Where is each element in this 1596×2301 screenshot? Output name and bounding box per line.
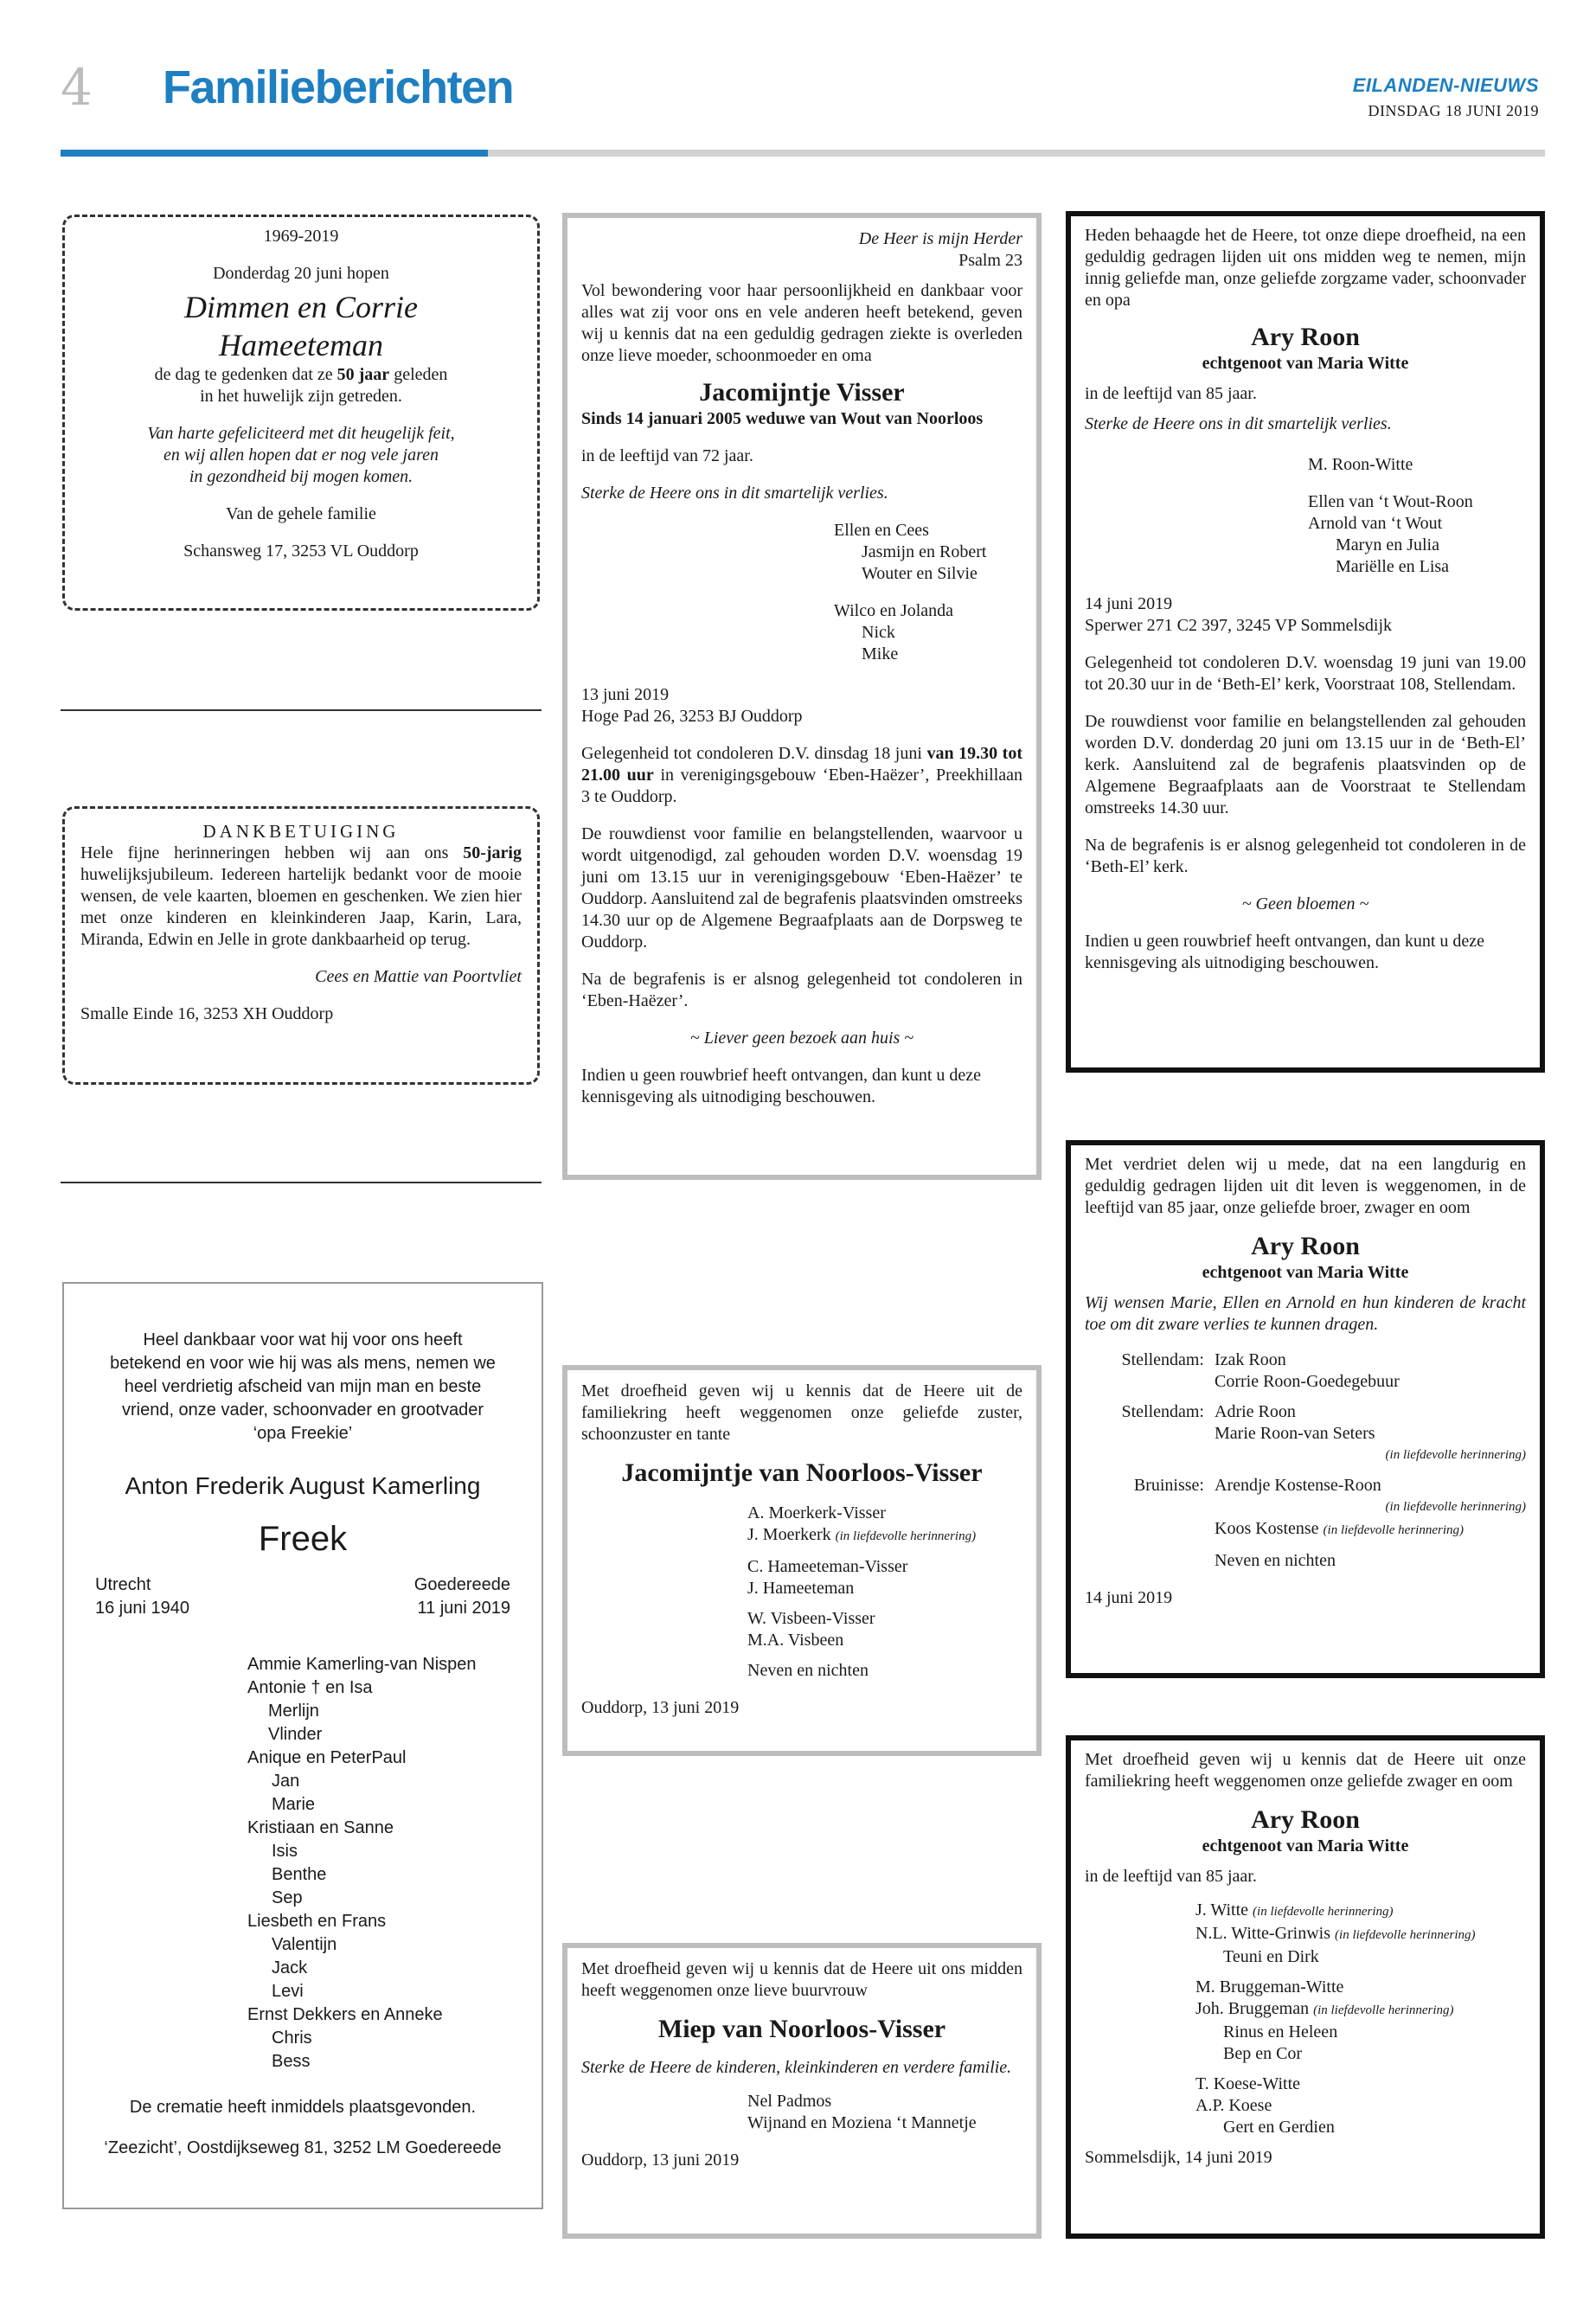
separator	[61, 1182, 542, 1183]
death-date: 11 juni 2019	[417, 1599, 510, 1618]
intro-5: ‘opa Freekie’	[253, 1424, 353, 1443]
family-member: Wouter en Silvie	[862, 564, 977, 583]
body: Hele fijne herinneringen hebben wij aan ons 50-jarig huwelijksjubileum. Iedereen hartelijk bedankt voor de mooie wensen, de vele kaarten, bloemen en geschenken. We zien hier met onze kinderen en kleinkinderen Jaap, Karin, Lara, Miranda, Edwin en Jelle in grote dankbaarheid op terug.	[80, 843, 522, 949]
family-member: Jasmijn en Robert	[862, 542, 987, 561]
family-member: Arnold van ‘t Wout	[1308, 514, 1443, 533]
intro: Met droefheid geven wij u kennis dat de Heere uit onze familiekring heeft weggenomen onze geliefde zwager en oom	[1085, 1750, 1526, 1791]
family-member: T. Koese-Witte	[1195, 2074, 1300, 2093]
family-member: Koos Kostense (in liefdevolle herinnering)	[1215, 1519, 1464, 1538]
family-member: Marie Roon-van Seters	[1215, 1424, 1375, 1443]
family-member: Levi	[272, 1982, 304, 2001]
wish-1: Van harte gefeliciteerd met dit heugelijk feit,	[147, 424, 455, 443]
service: De rouwdienst voor familie en belangstellenden zal gehouden worden D.V. donderdag 20 juni om 13.15 uur in de ‘Beth-El’ kerk. Aansluitend zal de begrafenis plaatsvinden op de Algemene Begraafplaats aan de Voorstraat te Stellendam omstreeks 14.30 uur.	[1085, 712, 1526, 817]
condolence: Gelegenheid tot condoleren D.V. woensdag 19 juni van 19.00 tot 20.30 uur in de ‘Beth-El’ kerk, Voorstraat 108, Stellendam.	[1085, 653, 1526, 694]
page-number: 4	[61, 58, 93, 117]
date: Sommelsdijk, 14 juni 2019	[1085, 2148, 1272, 2167]
family-member: Bep en Cor	[1223, 2044, 1303, 2063]
family-member: Liesbeth en Frans	[247, 1912, 387, 1931]
couple-name-2: Hameeteman	[219, 328, 383, 362]
text: de dag te gedenken dat ze 50 jaar geleden	[154, 365, 448, 384]
address: Schansweg 17, 3253 VL Ouddorp	[183, 542, 419, 561]
family-member: W. Visbeen-Visser	[747, 1609, 875, 1628]
deceased-name: Ary Roon	[1251, 1805, 1360, 1834]
prayer: Sterke de Heere de kinderen, kleinkinderen en verdere familie.	[581, 2058, 1012, 2077]
ad-dankbetuiging	[62, 806, 540, 1085]
ad-ary-roon-family	[1066, 211, 1545, 1073]
family-member: Bess	[272, 2052, 311, 2071]
place-label: Stellendam:	[1121, 1402, 1204, 1421]
intro-2: betekend en voor wie hij was als mens, nemen we	[110, 1354, 496, 1373]
verse: De Heer is mijn Herder	[858, 229, 1022, 248]
intro: Met verdriet delen wij u mede, dat na een langdurig en geduldig gedragen lijden uit dit leven is weggenomen, in de leeftijd van 85 jaar, onze geliefde broer, zwager en oom	[1085, 1155, 1526, 1217]
family-member: Neven en nichten	[747, 1661, 869, 1680]
address: ‘Zeezicht’, Oostdijkseweg 81, 3252 LM Goedereede	[104, 2138, 502, 2157]
memorial-note: (in liefdevolle herinnering)	[1385, 1500, 1526, 1514]
family-member: Mike	[862, 644, 899, 663]
family-member: Merlijn	[268, 1702, 319, 1721]
separator	[61, 709, 542, 711]
full-name: Anton Frederik August Kamerling	[125, 1472, 481, 1499]
ad-jacomijntje-van-noorloos	[562, 1365, 1042, 1756]
ad-freek-kamerling	[62, 1282, 543, 2209]
after-burial: Na de begrafenis is er alsnog gelegenheid tot condoleren in ‘Eben-Haëzer’.	[581, 970, 1022, 1010]
newspaper-logo: EILANDEN-NIEUWS	[1352, 74, 1539, 96]
family-member: Izak Roon	[1215, 1350, 1286, 1369]
family-member: Nick	[862, 623, 895, 642]
memorial-note: (in liefdevolle herinnering)	[1385, 1448, 1526, 1462]
date: 14 juni 2019	[1085, 1588, 1173, 1607]
family-member: Isis	[272, 1842, 298, 1861]
family-member: Marie	[272, 1795, 316, 1814]
family-member: M. Bruggeman-Witte	[1195, 1977, 1344, 1997]
birth-place: Utrecht	[95, 1575, 151, 1594]
death-place: Goedereede	[413, 1575, 510, 1594]
address: Hoge Pad 26, 3253 BJ Ouddorp	[581, 707, 803, 726]
family-member: Ammie Kamerling-van Nispen	[247, 1655, 477, 1674]
ad-anniversary-hameeteman	[62, 215, 540, 611]
wish: Wij wensen Marie, Ellen en Arnold en hun kinderen de kracht toe om dit zware verlies te kunnen dragen.	[1085, 1293, 1526, 1334]
subtitle: Sinds 14 januari 2005 weduwe van Wout van Noorloos	[581, 409, 984, 428]
family-member: J. Moerkerk (in liefdevolle herinnering)	[747, 1525, 977, 1544]
note: Indien u geen rouwbrief heeft ontvangen, dan kunt u deze kennisgeving als uitnodiging beschouwen.	[1085, 932, 1485, 972]
subtitle: echtgenoot van Maria Witte	[1202, 354, 1409, 373]
family-member: Teuni en Dirk	[1223, 1947, 1319, 1966]
family-member: Benthe	[272, 1865, 327, 1884]
intro: Met droefheid geven wij u kennis dat de Heere uit de familiekring heeft weggenomen onze geliefde zuster, schoonzuster en tante	[581, 1381, 1022, 1444]
from: Van de gehele familie	[226, 504, 376, 523]
family-member: C. Hameeteman-Visser	[747, 1557, 908, 1576]
verse-ref: Psalm 23	[958, 251, 1022, 270]
age: in de leeftijd van 85 jaar.	[1085, 384, 1257, 403]
date: Ouddorp, 13 juni 2019	[581, 2150, 740, 2170]
family-member: Ellen en Cees	[834, 521, 929, 540]
intro: Met droefheid geven wij u kennis dat de Heere uit ons midden heeft weggenomen onze lieve buurvrouw	[581, 1959, 1022, 2000]
subtitle: echtgenoot van Maria Witte	[1202, 1836, 1409, 1856]
family-member: Chris	[272, 2029, 312, 2048]
ad-ary-roon-siblings	[1066, 1140, 1545, 1678]
family-member: N.L. Witte-Grinwis (in liefdevolle herinnering)	[1195, 1924, 1476, 1943]
ad-miep-van-noorloos	[562, 1943, 1042, 2239]
birth-date: 16 juni 1940	[95, 1599, 189, 1618]
cremation-note: De crematie heeft inmiddels plaatsgevonden.	[129, 2098, 477, 2117]
intro: Donderdag 20 juni hopen	[213, 264, 389, 283]
intro-1: Heel dankbaar voor wat hij voor ons heeft	[143, 1330, 463, 1349]
header-rule-accent	[61, 150, 488, 157]
issue-date: DINSDAG 18 JUNI 2019	[1368, 102, 1539, 119]
address: Smalle Einde 16, 3253 XH Ouddorp	[80, 1004, 334, 1023]
deceased-name: Ary Roon	[1251, 1232, 1360, 1260]
age: in de leeftijd van 85 jaar.	[1085, 1867, 1257, 1886]
family-member: Antonie † en Isa	[247, 1678, 373, 1697]
family-member: Wilco en Jolanda	[834, 601, 954, 620]
family-member: M. Roon-Witte	[1308, 455, 1413, 474]
family-member: Gert en Gerdien	[1223, 2118, 1335, 2137]
family-member: Jack	[272, 1958, 308, 1977]
family-member: Vlinder	[268, 1725, 323, 1744]
deceased-name: Jacomijntje Visser	[699, 378, 905, 407]
family-member: Adrie Roon	[1215, 1402, 1296, 1421]
text-2: in het huwelijk zijn getreden.	[200, 387, 402, 406]
no-flowers: ~ Geen bloemen ~	[1241, 894, 1369, 913]
family-member: Kristiaan en Sanne	[247, 1818, 394, 1837]
ad-ary-roon-inlaws	[1066, 1735, 1545, 2239]
condolence: Gelegenheid tot condoleren D.V. dinsdag 18 juni van 19.30 tot 21.00 uur in verenigingsgebouw ‘Eben-Haëzer’, Preekhillaan 3 te Ouddorp.	[581, 744, 1023, 806]
place-label: Stellendam:	[1121, 1350, 1204, 1369]
couple-name-1: Dimmen en Corrie	[184, 290, 418, 324]
family-member: Ernst Dekkers en Anneke	[247, 2005, 443, 2024]
family-member: A. Moerkerk-Visser	[747, 1503, 886, 1522]
date: Ouddorp, 13 juni 2019	[581, 1698, 740, 1717]
family-member: A.P. Koese	[1195, 2096, 1272, 2115]
family-member: Corrie Roon-Goedegebuur	[1215, 1372, 1400, 1391]
family-member: Neven en nichten	[1215, 1551, 1336, 1570]
family-member: Nel Padmos	[747, 2092, 832, 2111]
deceased-name: Miep van Noorloos-Visser	[657, 2015, 946, 2043]
family-member: Sep	[272, 1888, 303, 1907]
no-visit: ~ Liever geen bezoek aan huis ~	[689, 1029, 914, 1048]
family-member: Rinus en Heleen	[1223, 2022, 1338, 2041]
ad-jacomijntje-visser	[562, 213, 1042, 1180]
subtitle: echtgenoot van Maria Witte	[1202, 1263, 1409, 1282]
family-member: J. Witte (in liefdevolle herinnering)	[1195, 1900, 1394, 1920]
intro-3: heel verdrietig afscheid van mijn man en beste	[124, 1377, 482, 1396]
place-label: Bruinisse:	[1133, 1476, 1204, 1495]
intro: Heden behaagde het de Heere, tot onze diepe droefheid, na een geduldig gedragen lijden uit ons midden weg te nemen, mijn innig geliefde man, onze geliefde zorgzame vader, schoonvader en opa	[1085, 226, 1526, 310]
family-member: J. Hameeteman	[747, 1579, 855, 1598]
family-member: Wijnand en Moziena ‘t Mannetje	[747, 2113, 977, 2132]
address: Sperwer 271 C2 397, 3245 VP Sommelsdijk	[1085, 616, 1393, 635]
signature: Cees en Mattie van Poortvliet	[315, 967, 522, 986]
family-member: Maryn en Julia	[1336, 535, 1439, 554]
note: Indien u geen rouwbrief heeft ontvangen, dan kunt u deze kennisgeving als uitnodiging beschouwen.	[581, 1066, 982, 1106]
date: 13 juni 2019	[581, 685, 670, 704]
deceased-name: Jacomijntje van Noorloos-Visser	[621, 1458, 983, 1487]
section-title: Familieberichten	[163, 61, 514, 113]
family-member: Joh. Bruggeman (in liefdevolle herinnering)	[1195, 1999, 1454, 2018]
wish-2: en wij allen hopen dat er nog vele jaren	[163, 445, 439, 465]
years: 1969-2019	[263, 227, 339, 246]
nickname: Freek	[258, 1520, 348, 1558]
family-member: Jan	[272, 1772, 300, 1791]
family-member: Arendje Kostense-Roon	[1215, 1476, 1381, 1495]
after-burial: Na de begrafenis is er alsnog gelegenheid tot condoleren in de ‘Beth-El’ kerk.	[1085, 836, 1526, 876]
deceased-name: Ary Roon	[1251, 323, 1360, 351]
prayer: Sterke de Heere ons in dit smartelijk verlies.	[581, 484, 888, 503]
family-member: Anique en PeterPaul	[247, 1748, 407, 1767]
service: De rouwdienst voor familie en belangstellenden, waarvoor u wordt uitgenodigd, zal gehouden worden D.V. woensdag 19 juni om 13.15 uur in verenigingsgebouw ‘Eben-Haëzer’ te Ouddorp. Aansluitend zal de begrafenis plaatsvinden omstreeks 14.30 uur op de Algemene Begraafplaats aan de Dorpsweg te Ouddorp.	[581, 824, 1022, 952]
family-member: Ellen van ‘t Wout-Roon	[1308, 492, 1473, 511]
family-member: M.A. Visbeen	[747, 1631, 844, 1650]
family-member: Mariëlle en Lisa	[1336, 557, 1450, 576]
wish-3: in gezondheid bij mogen komen.	[189, 467, 413, 486]
prayer: Sterke de Heere ons in dit smartelijk verlies.	[1085, 414, 1392, 433]
age: in de leeftijd van 72 jaar.	[581, 446, 753, 465]
family-member: Valentijn	[272, 1935, 337, 1954]
intro-4: vriend, onze vader, schoonvader en grootvader	[121, 1400, 484, 1420]
intro: Vol bewondering voor haar persoonlijkheid en dankbaar voor alles wat zij voor ons en vele anderen heeft betekend, geven wij u kennis dat na een geduldig gedragen ziekte is overleden onze lieve moeder, schoonmoeder en oma	[581, 281, 1022, 365]
date: 14 juni 2019	[1085, 594, 1173, 613]
ad-title: DANKBETUIGING	[202, 821, 400, 842]
